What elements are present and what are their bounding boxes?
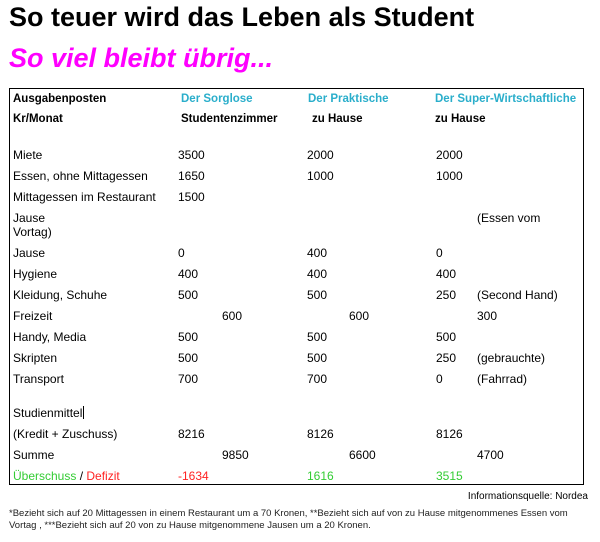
header-col4-line2: zu Hause — [435, 113, 486, 125]
row-label: Handy, Media — [13, 330, 87, 344]
cell-value: 9850 — [222, 448, 249, 462]
deficit-label: Defizit — [86, 469, 120, 483]
row-label: Transport — [13, 372, 64, 386]
header-col2-line1: Der Sorglose — [181, 93, 253, 105]
studienmittel-cell[interactable] — [13, 406, 84, 420]
cell-value: 300 — [477, 309, 498, 323]
row-label: (Kredit + Zuschuss) — [13, 427, 118, 441]
row-label: Jause — [13, 211, 46, 225]
row-label: Mittagessen im Restaurant — [13, 190, 156, 204]
cell-value: 3515 — [436, 469, 463, 483]
expense-table — [9, 88, 584, 485]
cell-value: 2000 — [436, 148, 463, 162]
header-col1-line2: Kr/Monat — [13, 113, 63, 125]
saldo-label — [13, 469, 120, 483]
cell-value: 700 — [178, 372, 199, 386]
header-col2-line2: Studentenzimmer — [181, 113, 278, 125]
surplus-label: Überschuss — [13, 469, 77, 483]
cell-value: 250 — [436, 351, 457, 365]
cell-note: (Essen vom — [477, 211, 541, 225]
page-subtitle: So viel bleibt übrig... — [9, 43, 274, 73]
cell-value: 6600 — [349, 448, 376, 462]
source-note: Informationsquelle: Nordea — [467, 491, 588, 502]
cell-value: 8126 — [307, 427, 334, 441]
cell-value: 500 — [178, 288, 199, 302]
row-label: Skripten — [13, 351, 58, 365]
cell-note: (gebrauchte) — [477, 351, 546, 365]
cell-value: 400 — [436, 267, 457, 281]
row-label: Vortag) — [13, 225, 52, 239]
cell-value: 8126 — [436, 427, 463, 441]
cell-note: (Second Hand) — [477, 288, 558, 302]
row-label: Hygiene — [13, 267, 58, 281]
cell-value: 500 — [178, 351, 199, 365]
cell-value: 1616 — [307, 469, 334, 483]
cell-value: -1634 — [178, 469, 209, 483]
row-label: Essen, ohne Mittagessen — [13, 169, 148, 183]
page-title: So teuer wird das Leben als Student — [9, 2, 475, 32]
cell-value: 700 — [307, 372, 328, 386]
cell-value: 4700 — [477, 448, 504, 462]
row-label: Freizeit — [13, 309, 53, 323]
header-col1-line1: Ausgabenposten — [13, 93, 107, 105]
cell-value: 500 — [307, 351, 328, 365]
cell-value: 400 — [307, 267, 328, 281]
cell-value: 500 — [436, 330, 457, 344]
cell-value: 0 — [178, 246, 185, 260]
header-col3-line2: zu Hause — [312, 113, 363, 125]
cell-value: 500 — [307, 330, 328, 344]
cell-value: 1000 — [436, 169, 463, 183]
cell-value: 400 — [307, 246, 328, 260]
cell-note: (Fahrrad) — [477, 372, 528, 386]
cell-value: 3500 — [178, 148, 205, 162]
cell-value: 1500 — [178, 190, 205, 204]
cell-value: 250 — [436, 288, 457, 302]
row-label: Kleidung, Schuhe — [13, 288, 108, 302]
cell-value: 600 — [222, 309, 243, 323]
header-col3-line1: Der Praktische — [308, 93, 389, 105]
row-label: Summe — [13, 448, 55, 462]
row-label: Studienmittel — [13, 406, 83, 420]
cell-value: 1650 — [178, 169, 205, 183]
footnote: *Bezieht sich auf 20 Mittagessen in einem Restaurant um a 70 Kronen, **Bezieht sich auf von zu Hause mitgenommenes Essen vom Vortag , ***Bezieht sich auf 20 von zu Hause mitgenommene Jausen um a 20 Kronen. — [9, 508, 568, 531]
separator: / — [76, 469, 87, 483]
cell-value: 2000 — [307, 148, 334, 162]
cell-value: 600 — [349, 309, 370, 323]
cell-value: 1000 — [307, 169, 334, 183]
cell-value: 400 — [178, 267, 199, 281]
cell-value: 8216 — [178, 427, 205, 441]
row-label: Jause — [13, 246, 46, 260]
cell-value: 500 — [307, 288, 328, 302]
row-label: Miete — [13, 148, 43, 162]
cell-value: 0 — [436, 246, 443, 260]
header-col4-line1: Der Super-Wirtschaftliche — [435, 93, 577, 105]
text-cursor — [83, 406, 84, 419]
cell-value: 500 — [178, 330, 199, 344]
cell-value: 0 — [436, 372, 443, 386]
